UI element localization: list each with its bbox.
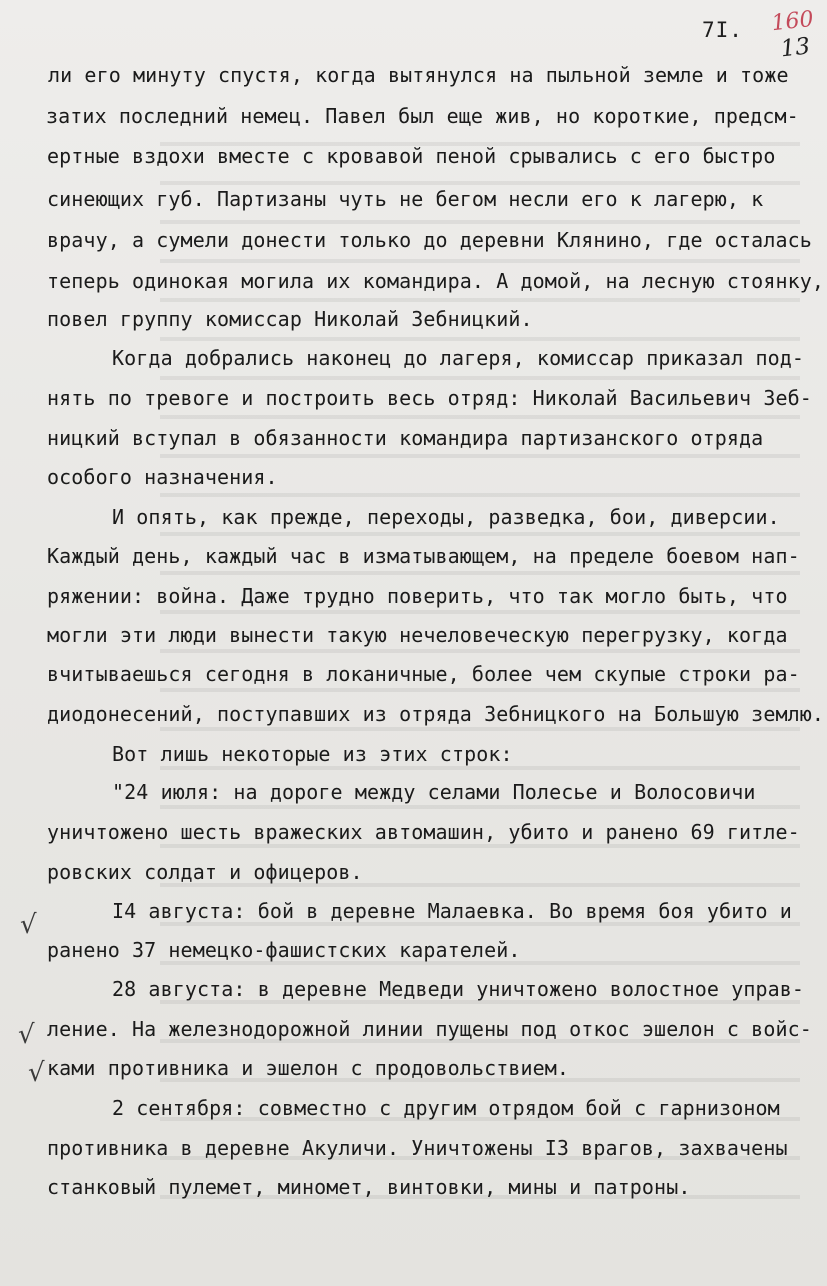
text-line: Когда добрались наконец до лагеря, комиссар приказал под- — [112, 346, 805, 370]
text-line: станковый пулемет, миномет, винтовки, мины и патроны. — [47, 1175, 691, 1199]
text-line: ницкий вступал в обязанности командира партизанского отряда — [47, 426, 764, 450]
margin-checkmark: √ — [28, 1058, 45, 1088]
text-line: затих последний немец. Павел был еще жив, но короткие, предсм- — [46, 104, 799, 128]
text-line: I4 августа: бой в деревне Малаевка. Во время боя убито и — [112, 899, 792, 923]
text-line: уничтожено шесть вражеских автомашин, убито и ранено 69 гитле- — [47, 820, 800, 844]
text-line: ли его минуту спустя, когда вытянулся на пыльной земле и тоже — [48, 63, 789, 87]
text-line: ровских солдат и офицеров. — [47, 860, 363, 884]
text-line: синеющих губ. Партизаны чуть не бегом несли его к лагерю, к — [47, 187, 764, 211]
text-line: Каждый день, каждый час в изматывающем, на пределе боевом нап- — [47, 544, 800, 568]
text-line: И опять, как прежде, переходы, разведка, бои, диверсии. — [112, 505, 780, 529]
text-line: особого назначения. — [47, 465, 278, 489]
text-line: могли эти люди вынести такую нечеловеческую перегрузку, когда — [47, 623, 788, 647]
text-line: ранено 37 немецко-фашистских карателей. — [47, 938, 521, 962]
text-line: вчитываешься сегодня в локаничные, более чем скупые строки ра- — [47, 662, 800, 686]
text-line: Вот лишь некоторые из этих строк: — [112, 742, 513, 766]
text-line: ряжении: война. Даже трудно поверить, что так могло быть, что — [47, 584, 788, 608]
text-line: противника в деревне Акуличи. Уничтожены I3 врагов, захвачены — [47, 1136, 788, 1160]
margin-checkmark: √ — [20, 910, 37, 940]
text-line: повел группу комиссар Николай Зебницкий. — [47, 307, 533, 331]
text-line: ление. На железнодорожной линии пущены под откос эшелон с войс- — [47, 1017, 812, 1041]
text-line: нять по тревоге и построить весь отряд: Николай Васильевич Зеб- — [47, 386, 812, 410]
margin-checkmark: √ — [18, 1020, 35, 1050]
archive-number-black: 13 — [779, 33, 812, 63]
page-number: 7I. — [702, 18, 743, 42]
text-line: теперь одинокая могила их командира. А домой, на лесную стоянку, — [47, 269, 825, 293]
text-line: врачу, а сумели донести только до деревни Клянино, где осталась — [47, 228, 812, 252]
text-line: ками противника и эшелон с продовольствием. — [47, 1056, 570, 1080]
text-line: 28 августа: в деревне Медведи уничтожено волостное управ- — [112, 977, 805, 1001]
text-line: 2 сентября: совместно с другим отрядом бой с гарнизоном — [112, 1096, 780, 1120]
text-line: ертные вздохи вместе с кровавой пеной срывались с его быстро — [47, 144, 776, 168]
text-line: "24 июля: на дороге между селами Полесье и Волосовичи — [112, 780, 756, 804]
text-line: диодонесений, поступавших из отряда Зебницкого на Большую землю. — [47, 702, 825, 726]
archive-number-red: 160 — [770, 6, 815, 37]
